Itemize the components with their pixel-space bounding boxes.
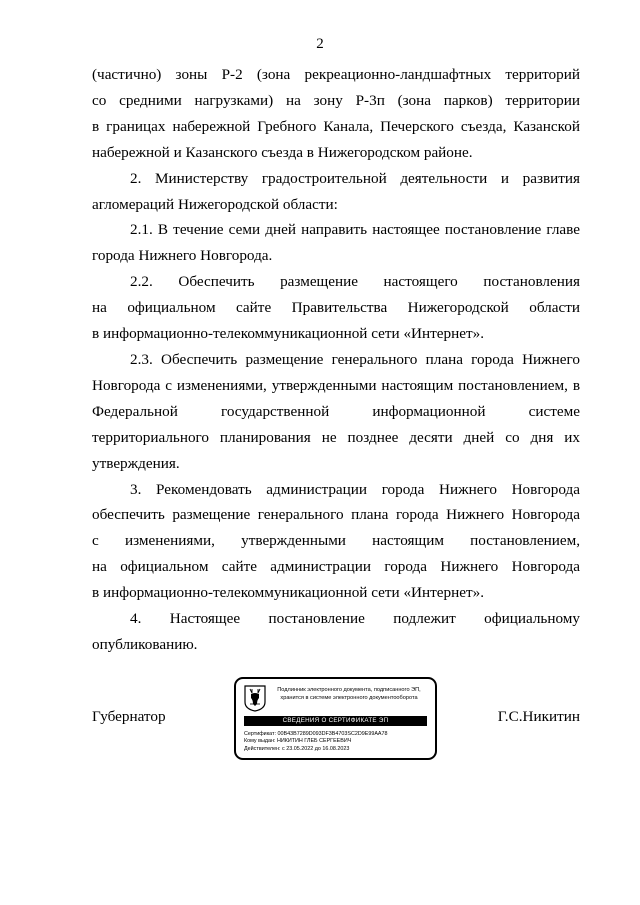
certificate-header: СВЕДЕНИЯ О СЕРТИФИКАТЕ ЭП	[244, 716, 427, 726]
certificate-note-line: Подлинник электронного документа, подписанного ЭП,	[277, 687, 421, 693]
paragraph-line: со средними нагрузками) на зону Р-3п (зона парков) территории	[92, 91, 580, 109]
paragraph-line: Федеральной государственной информационной системе	[92, 402, 580, 420]
signer-title: Губернатор	[92, 708, 166, 725]
paragraph-line: 3. Рекомендовать администрации города Нижнего Новгорода	[130, 480, 580, 498]
paragraph-line: (частично) зоны Р-2 (зона рекреационно-ландшафтных территорий	[92, 66, 580, 83]
paragraph-line: обеспечить размещение генерального плана города Нижнего Новгорода	[92, 506, 580, 524]
paragraph-line: утверждения.	[92, 454, 180, 472]
paragraph-line: в информационно-телекоммуникационной сети «Интернет».	[92, 325, 485, 343]
paragraph-line: 2. Министерству градостроительной деятельности и развития	[130, 169, 580, 187]
paragraph-line: опубликованию.	[92, 635, 198, 653]
document-body	[92, 62, 580, 658]
signer-name: Г.С.Никитин	[497, 708, 580, 725]
page-number: 2	[316, 36, 324, 52]
paragraph-line: 2.1. В течение семи дней направить настоящее постановление главе	[130, 221, 580, 239]
paragraph-line: на официальном сайте Правительства Нижегородской области	[92, 299, 580, 317]
deer-emblem-icon	[244, 685, 266, 712]
paragraph-line: на официальном сайте администрации города Нижнего Новгорода	[92, 558, 580, 576]
certificate-serial: Сертификат: 00B43B7289D093DF3B4703SC2D9E99AA78	[244, 731, 388, 737]
paragraph-line: города Нижнего Новгорода.	[92, 247, 273, 265]
certificate-stamp	[234, 677, 437, 760]
certificate-details	[244, 731, 388, 753]
paragraph-line: в границах набережной Гребного Канала, Печерского съезда, Казанской	[92, 117, 580, 135]
paragraph-line: Новгорода с изменениями, утвержденными настоящим постановлением, в	[92, 376, 580, 394]
paragraph-line: 4. Настоящее постановление подлежит официальному	[130, 610, 580, 628]
paragraph-line: набережной и Казанского съезда в Нижегородском районе.	[92, 143, 473, 161]
paragraph-line: территориального планирования не позднее десяти дней со дня их	[92, 428, 580, 446]
paragraph-line: 2.2. Обеспечить размещение настоящего постановления	[130, 273, 580, 291]
certificate-note	[266, 686, 432, 702]
paragraph-line: агломераций Нижегородской области:	[92, 195, 338, 213]
paragraph-line: 2.3. Обеспечить размещение генерального плана города Нижнего	[130, 350, 580, 368]
paragraph-line: в информационно-телекоммуникационной сети «Интернет».	[92, 584, 485, 602]
certificate-issued-to: Кому выдан: НИКИТИН ГЛЕБ СЕРГЕЕВИЧ	[244, 738, 352, 745]
certificate-validity: Действителен: с 23.05.2022 до 16.08.2023	[244, 745, 350, 752]
certificate-note-line: хранится в системе электронного документооборота	[280, 695, 418, 701]
paragraph-line: с изменениями, утвержденными настоящим постановлением,	[92, 532, 580, 550]
